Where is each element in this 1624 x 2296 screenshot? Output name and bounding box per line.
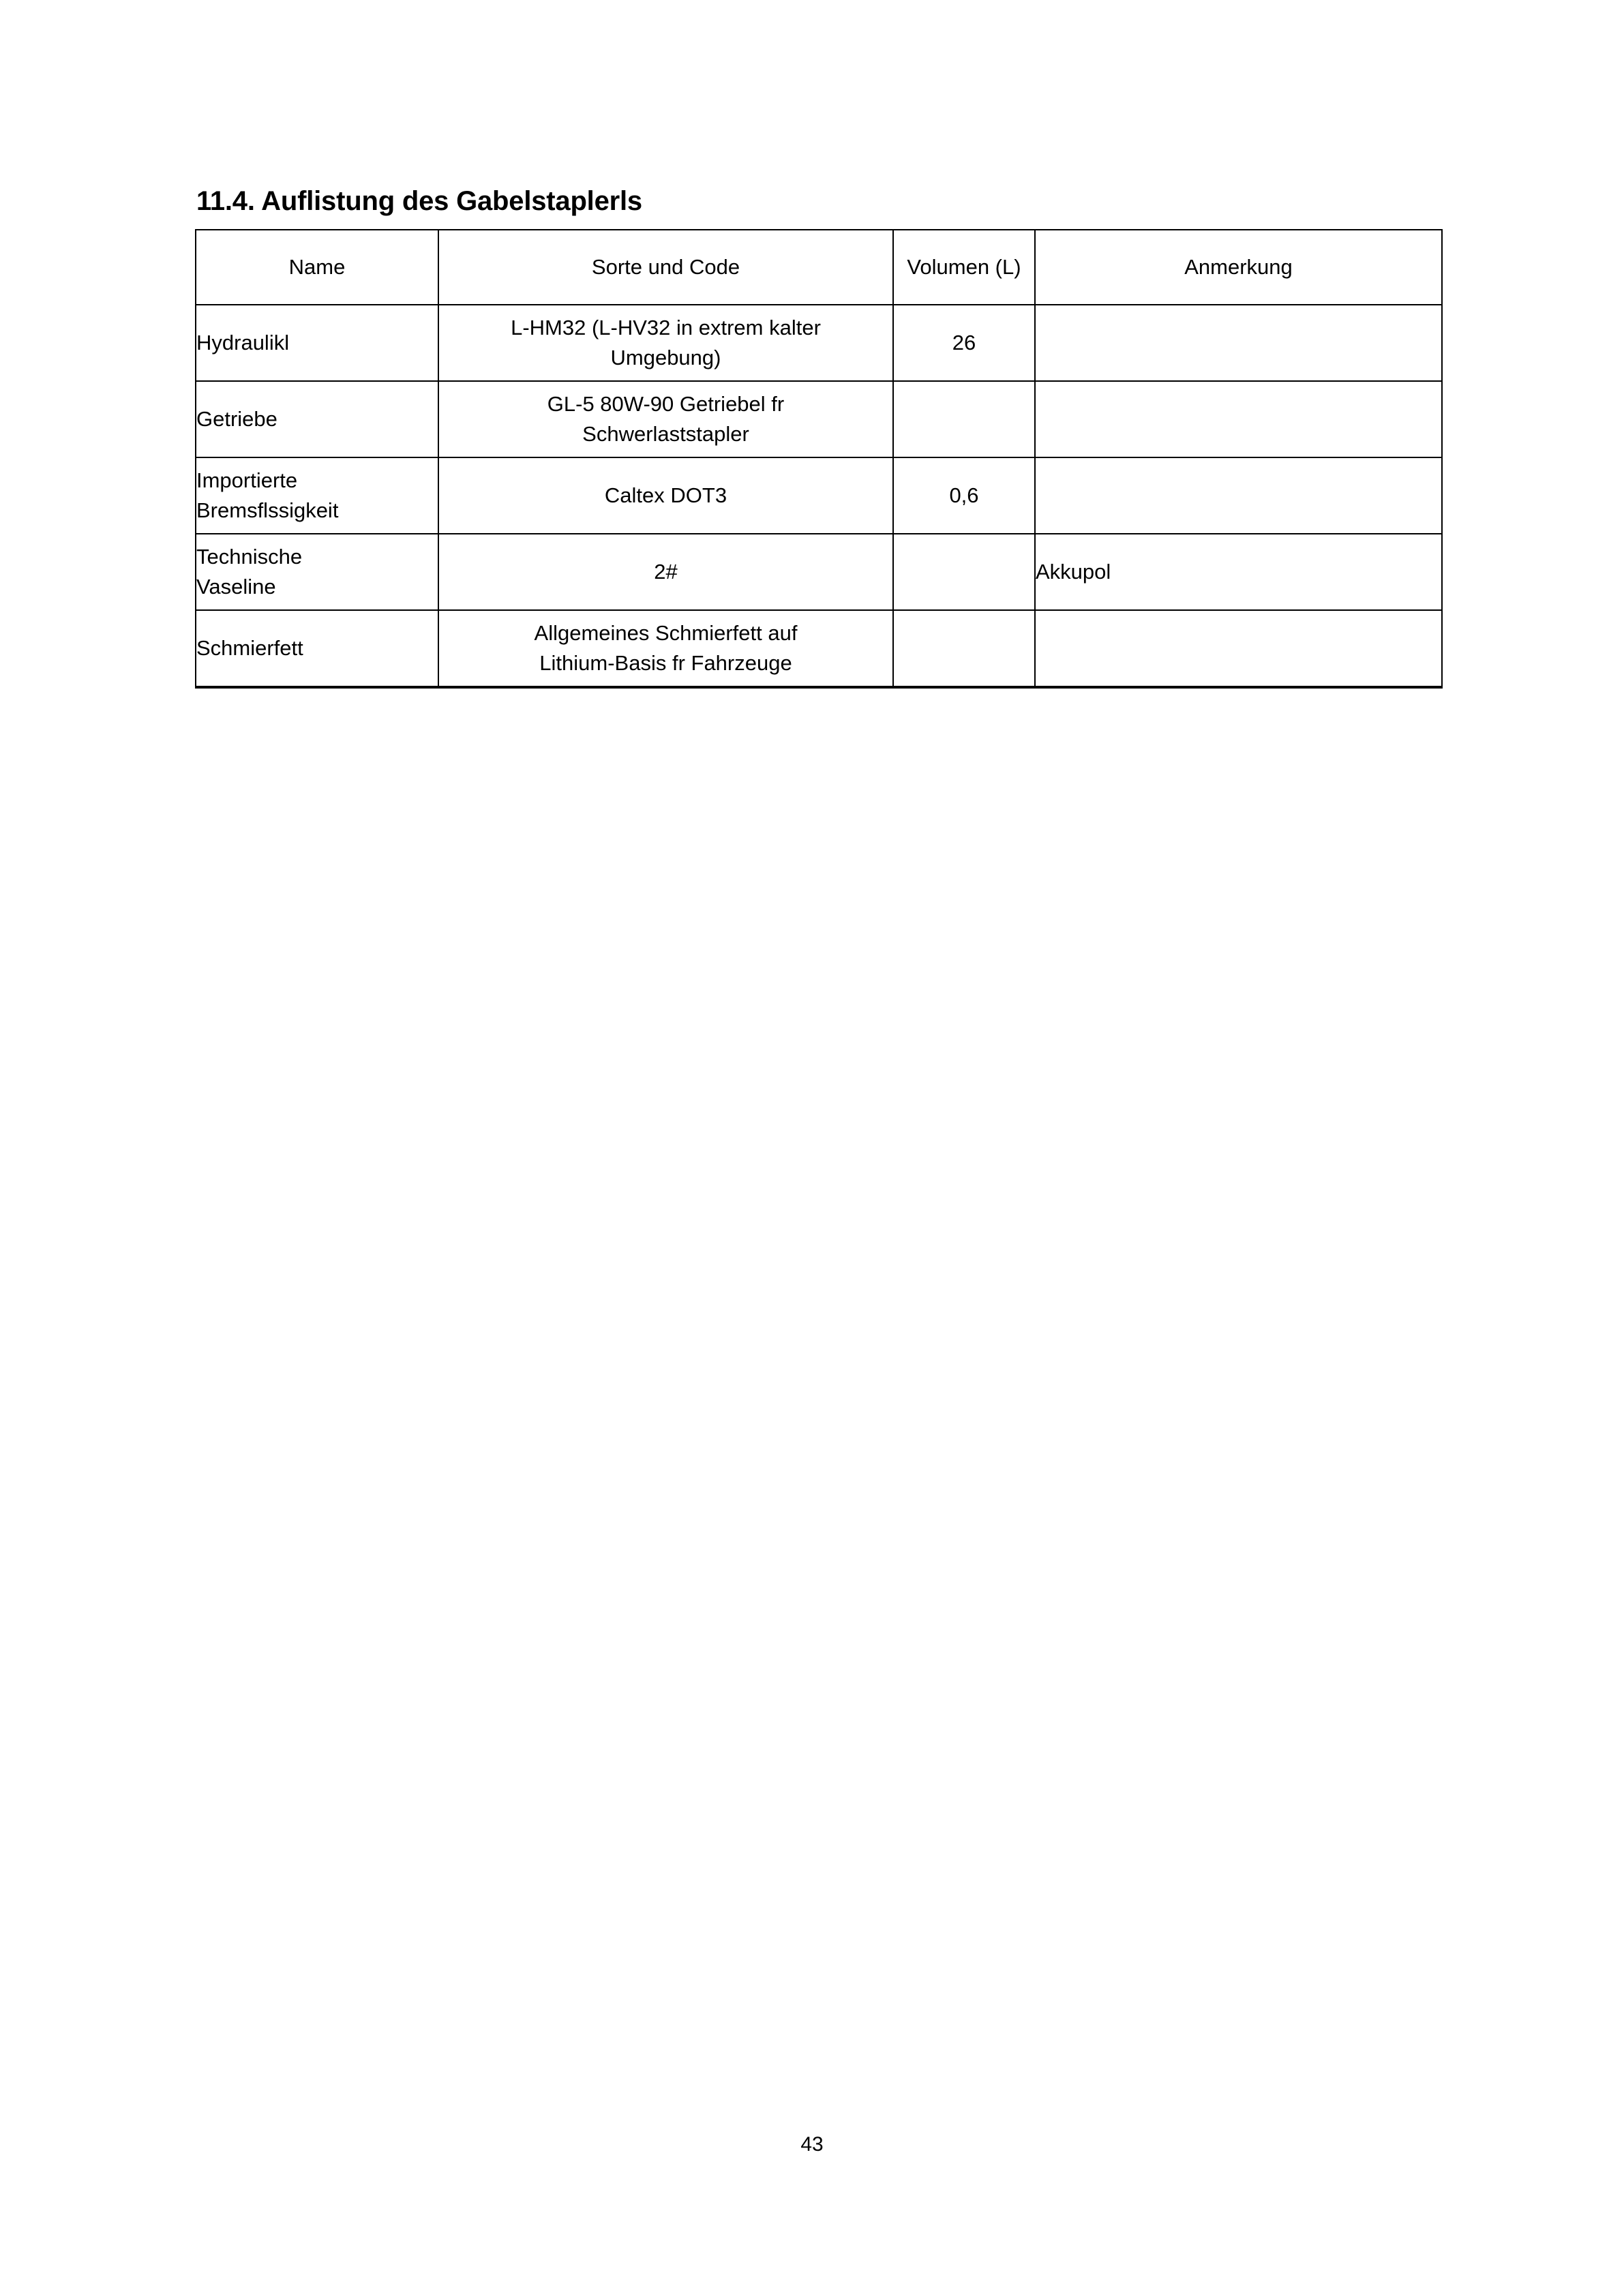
table-row (196, 305, 1442, 381)
table-row (196, 534, 1442, 610)
cell-name-line-2: Bremsflssigkeit (196, 498, 339, 523)
cell-sorte (438, 305, 893, 381)
cell-name (196, 457, 438, 534)
cell-sorte-line-1: Allgemeines Schmierfett auf (534, 621, 798, 646)
cell-name-line: Hydraulikl (196, 331, 290, 355)
cell-sorte (438, 534, 893, 610)
cell-sorte (438, 381, 893, 457)
cell-sorte-line-1: L-HM32 (L-HV32 in extrem kalter (511, 316, 821, 340)
cell-volumen (893, 457, 1035, 534)
cell-sorte (438, 457, 893, 534)
cell-volumen (893, 534, 1035, 610)
table-body (196, 305, 1442, 687)
cell-sorte-line-1: Caltex DOT3 (604, 483, 727, 508)
cell-anmerkung (1035, 534, 1442, 610)
cell-anmerkung (1035, 457, 1442, 534)
page-title: 11.4. Auflistung des Gabelstaplerls (196, 186, 642, 216)
cell-volumen (893, 305, 1035, 381)
table-header-row (196, 230, 1442, 305)
table-row (196, 610, 1442, 687)
cell-anmerkung-value: Akkupol (1036, 560, 1111, 584)
cell-volumen (893, 381, 1035, 457)
cell-name (196, 534, 438, 610)
cell-volumen (893, 610, 1035, 687)
page-content (195, 185, 1441, 689)
column-header-volumen: Volumen (L) (893, 230, 1035, 305)
cell-sorte (438, 610, 893, 687)
cell-name-line: Schmierfett (196, 636, 303, 661)
cell-name-line-1: Technische (196, 545, 303, 569)
cell-anmerkung (1035, 305, 1442, 381)
column-header-name: Name (196, 230, 438, 305)
cell-volumen-value: 26 (952, 331, 976, 355)
cell-sorte-line-1: 2# (654, 560, 678, 584)
cell-name (196, 610, 438, 687)
cell-name-line-2: Vaseline (196, 575, 276, 599)
column-header-sorte-und-code: Sorte und Code (438, 230, 893, 305)
cell-sorte-line-2: Umgebung) (610, 346, 721, 370)
cell-name (196, 305, 438, 381)
cell-anmerkung (1035, 381, 1442, 457)
column-header-anmerkung: Anmerkung (1035, 230, 1442, 305)
cell-sorte-line-1: GL-5 80W-90 Getriebel fr (547, 392, 785, 417)
cell-name-line: Getriebe (196, 407, 277, 432)
table-row (196, 381, 1442, 457)
forklift-oil-table (195, 229, 1443, 689)
cell-anmerkung (1035, 610, 1442, 687)
cell-name (196, 381, 438, 457)
page-number: 43 (800, 2133, 824, 2156)
cell-sorte-line-2: Schwerlaststapler (582, 422, 749, 447)
table-header (196, 230, 1442, 305)
table-row (196, 457, 1442, 534)
cell-name-line-1: Importierte (196, 468, 298, 493)
cell-volumen-value: 0,6 (949, 483, 979, 508)
cell-sorte-line-2: Lithium-Basis fr Fahrzeuge (539, 651, 792, 676)
